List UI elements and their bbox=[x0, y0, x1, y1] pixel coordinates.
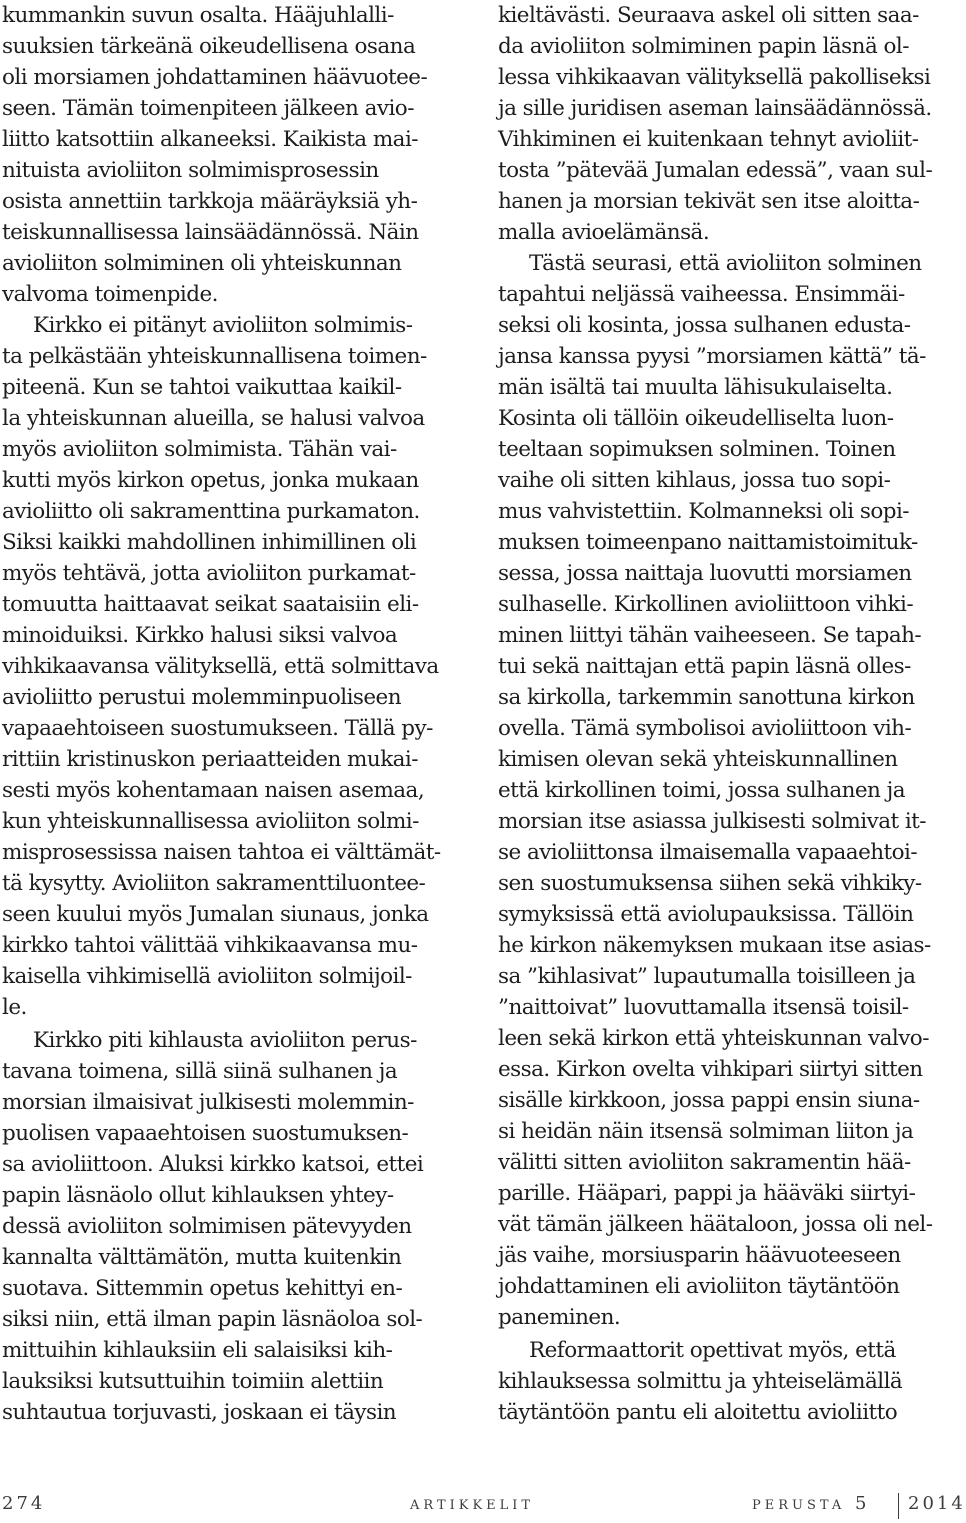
text-line: vapaaehtoiseen suostumukseen. Tällä py- bbox=[2, 716, 433, 741]
text-line: minoiduiksi. Kirkko halusi siksi valvoa bbox=[2, 623, 398, 648]
text-line: si heidän näin itsensä solmiman liiton ja bbox=[498, 1119, 914, 1144]
text-line: tomuutta haittaavat seikat saataisiin eli- bbox=[2, 592, 419, 617]
paragraph bbox=[2, 1025, 456, 1428]
text-line: tui sekä naittajan että papin läsnä olles- bbox=[498, 654, 911, 679]
text-line: Siksi kaikki mahdollinen inhimillinen oli bbox=[2, 530, 417, 555]
text-line: tapahtui neljässä vaiheessa. Ensimmäi- bbox=[498, 282, 905, 307]
text-line: mus vahvistettiin. Kolmanneksi oli sopi- bbox=[498, 499, 909, 524]
text-line: sa avioliittoon. Aluksi kirkko katsoi, ettei bbox=[2, 1152, 424, 1177]
text-line: nituista avioliiton solmimisprosessin bbox=[2, 158, 379, 183]
paragraph bbox=[2, 310, 456, 1023]
text-line: vaihe oli sitten kihlaus, jossa tuo sopi- bbox=[498, 468, 891, 493]
text-line: avioliiton solmiminen oli yhteiskunnan bbox=[2, 251, 402, 276]
text-line: sen suostumuksensa siihen sekä vihkiky- bbox=[498, 871, 922, 896]
footer-divider bbox=[898, 1493, 899, 1519]
text-line: sessa, jossa naittaja luovutti morsiamen bbox=[498, 561, 912, 586]
text-line: morsian itse asiassa julkisesti solmivat it- bbox=[498, 809, 926, 834]
text-line: Kirkko ei pitänyt avioliiton solmimis- bbox=[33, 313, 413, 338]
text-line: osista annettiin tarkkoja määräyksiä yh- bbox=[2, 189, 418, 214]
text-line: avioliitto perustui molemminpuoliseen bbox=[2, 685, 402, 710]
text-line: liitto katsottiin alkaneeksi. Kaikista mai- bbox=[2, 127, 418, 152]
text-line: seen kuului myös Jumalan siunaus, jonka bbox=[2, 902, 429, 927]
text-line: kihlauksessa solmittu ja yhteiselämällä bbox=[498, 1369, 903, 1394]
text-line: vihkikaavansa välityksellä, että solmittava bbox=[2, 654, 439, 679]
text-line: ovella. Tämä symbolisoi avioliittoon vih- bbox=[498, 716, 912, 741]
text-line: män isältä tai muulta lähisukulaiselta. bbox=[498, 375, 893, 400]
text-line: tä kysytty. Avioliiton sakramenttiluontee- bbox=[2, 871, 426, 896]
text-line: misprosessissa naisen tahtoa ei välttämät- bbox=[2, 840, 441, 865]
text-line: suuksien tärkeänä oikeudellisena osana bbox=[2, 34, 416, 59]
text-line: teiskunnallisessa lainsäädännössä. Näin bbox=[2, 220, 419, 245]
text-line: lessa vihkikaavan välityksellä pakolliseksi bbox=[498, 65, 931, 90]
text-line: puolisen vapaaehtoisen suostumuksen- bbox=[2, 1121, 409, 1146]
text-line: Kirkko piti kihlausta avioliiton perus- bbox=[33, 1028, 417, 1053]
text-line: muksen toimeenpano naittamistoimituk- bbox=[498, 530, 918, 555]
text-line: suhtautua torjuvasti, joskaan ei täysin bbox=[2, 1400, 397, 1425]
text-line: tavana toimena, sillä siinä sulhanen ja bbox=[2, 1059, 398, 1084]
text-line: kutti myös kirkon opetus, jonka mukaan bbox=[2, 468, 419, 493]
text-line: rittiin kristinuskon periaatteiden mukai- bbox=[2, 747, 418, 772]
text-line: kummankin suvun osalta. Hääjuhlalli- bbox=[2, 3, 394, 28]
text-line: valvoma toimenpide. bbox=[2, 282, 218, 307]
text-line: teeltaan sopimuksen solminen. Toinen bbox=[498, 437, 896, 462]
text-line: morsian ilmaisivat julkisesti molemmin- bbox=[2, 1090, 414, 1115]
paragraph bbox=[498, 248, 956, 1333]
text-line: dessä avioliiton solmimisen pätevyyden bbox=[2, 1214, 412, 1239]
text-line: ta pelkästään yhteiskunnallisena toimen- bbox=[2, 344, 427, 369]
text-line: se avioliittonsa ilmaisemalla vapaaehtoi- bbox=[498, 840, 918, 865]
text-line: sa kirkolla, tarkemmin sanottuna kirkon bbox=[498, 685, 915, 710]
text-line: myös avioliiton solmimista. Tähän vai- bbox=[2, 437, 397, 462]
text-line: leen sekä kirkon että yhteiskunnan valvo- bbox=[498, 1026, 929, 1051]
text-line: että kirkollinen toimi, jossa sulhanen ja bbox=[498, 778, 906, 803]
section-label: artikkelit bbox=[410, 1493, 535, 1514]
text-line: kun yhteiskunnallisessa avioliiton solmi- bbox=[2, 809, 419, 834]
text-line: he kirkon näkemyksen mukaan itse asias- bbox=[498, 933, 931, 958]
text-line: Vihkiminen ei kuitenkaan tehnyt avioliit- bbox=[498, 127, 919, 152]
text-line: sisälle kirkkoon, jossa pappi ensin siuna- bbox=[498, 1088, 920, 1113]
text-line: suotava. Sittemmin opetus kehittyi en- bbox=[2, 1276, 403, 1301]
text-line: kaisella vihkimisellä avioliiton solmijoil- bbox=[2, 964, 412, 989]
page-footer bbox=[0, 1493, 966, 1523]
text-line: piteenä. Kun se tahtoi vaikuttaa kaikil- bbox=[2, 375, 402, 400]
text-line: johdattaminen eli avioliiton täytäntöön bbox=[498, 1274, 900, 1299]
text-line: vät tämän jälkeen häätaloon, jossa oli nel- bbox=[498, 1212, 933, 1237]
text-line: symyksissä että aviolupauksissa. Tällöin bbox=[498, 902, 914, 927]
text-line: siksi niin, että ilman papin läsnäoloa sol- bbox=[2, 1307, 423, 1332]
text-line: ja sille juridisen aseman lainsäädännössä. bbox=[498, 96, 932, 121]
text-line: minen liittyi tähän vaiheeseen. Se tapah- bbox=[498, 623, 922, 648]
text-line: sesti myös kohentamaan naisen asemaa, bbox=[2, 778, 425, 803]
text-line: sa ”kihlasivat” lupautumalla toisilleen ja bbox=[498, 964, 916, 989]
text-line: jansa kanssa pyysi ”morsiamen kättä” tä- bbox=[498, 344, 926, 369]
journal-name: perusta 5 bbox=[752, 1493, 871, 1514]
paragraph bbox=[498, 0, 956, 248]
text-line: välitti sitten avioliiton sakramentin hää- bbox=[498, 1150, 911, 1175]
text-line: jäs vaihe, morsiusparin häävuoteeseen bbox=[498, 1243, 901, 1268]
text-line: Reformaattorit opettivat myös, että bbox=[529, 1338, 896, 1363]
text-line: papin läsnäolo ollut kihlauksen yhtey- bbox=[2, 1183, 394, 1208]
text-line: seksi oli kosinta, jossa sulhanen edusta- bbox=[498, 313, 911, 338]
publication-year: 2014 bbox=[908, 1493, 966, 1514]
text-line: la yhteiskunnan alueilla, se halusi valvoa bbox=[2, 406, 425, 431]
text-line: parille. Hääpari, pappi ja hääväki siirtyi- bbox=[498, 1181, 916, 1206]
text-line: malla avioelämänsä. bbox=[498, 220, 710, 245]
text-line: kirkko tahtoi välittää vihkikaavansa mu- bbox=[2, 933, 418, 958]
text-line: da avioliiton solmiminen papin läsnä ol- bbox=[498, 34, 909, 59]
text-line: mittuihin kihlauksiin eli salaisiksi kih- bbox=[2, 1338, 393, 1363]
text-line: tosta ”pätevää Jumalan edessä”, vaan sul- bbox=[498, 158, 933, 183]
text-line: kimisen olevan sekä yhteiskunnallinen bbox=[498, 747, 898, 772]
text-line: Kosinta oli tällöin oikeudelliselta luon- bbox=[498, 406, 894, 431]
text-line: ”naittoivat” luovuttamalla itsensä toisil- bbox=[498, 995, 909, 1020]
text-line: essa. Kirkon ovelta vihkipari siirtyi sitten bbox=[498, 1057, 923, 1082]
text-line: kieltävästi. Seuraava askel oli sitten saa- bbox=[498, 3, 919, 28]
text-line: paneminen. bbox=[498, 1305, 621, 1330]
text-line: myös tehtävä, jotta avioliiton purkamat- bbox=[2, 561, 416, 586]
text-line: Tästä seurasi, että avioliiton solminen bbox=[529, 251, 922, 276]
text-line: oli morsiamen johdattaminen häävuotee- bbox=[2, 65, 428, 90]
page-number: 274 bbox=[2, 1493, 46, 1514]
text-line: avioliitto oli sakramenttina purkamaton. bbox=[2, 499, 420, 524]
paragraph bbox=[2, 0, 456, 310]
text-line: seen. Tämän toimenpiteen jälkeen avio- bbox=[2, 96, 414, 121]
text-line: le. bbox=[2, 995, 27, 1020]
text-line: sulhaselle. Kirkollinen avioliittoon vihki- bbox=[498, 592, 914, 617]
right-column bbox=[498, 0, 956, 1428]
text-line: hanen ja morsian tekivät sen itse aloitta- bbox=[498, 189, 920, 214]
left-column bbox=[2, 0, 456, 1428]
text-line: lauksiksi kutsuttuihin toimiin alettiin bbox=[2, 1369, 384, 1394]
paragraph bbox=[498, 1335, 956, 1428]
text-line: kannalta välttämätön, mutta kuitenkin bbox=[2, 1245, 402, 1270]
text-line: täytäntöön pantu eli aloitettu avioliitto bbox=[498, 1400, 898, 1425]
